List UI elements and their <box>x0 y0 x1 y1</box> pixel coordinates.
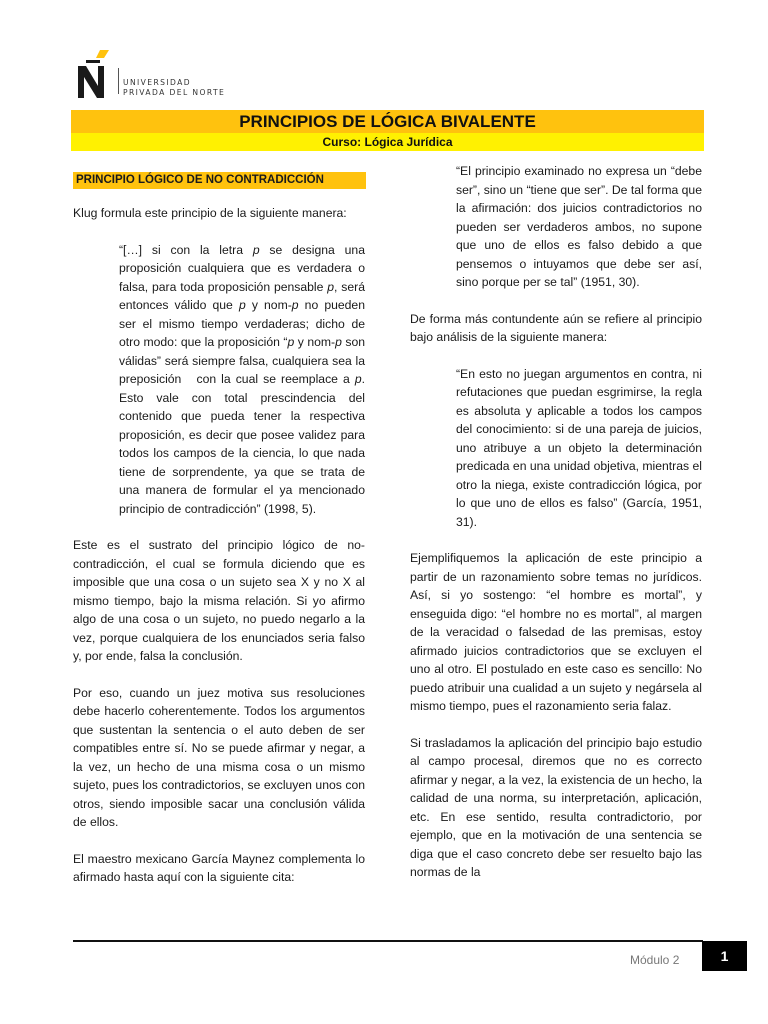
logo-text <box>123 78 225 97</box>
university-logo <box>76 50 246 100</box>
paragraph: Ejemplifiquemos la aplicación de este principio a partir de un razonamiento sobre temas no jurídicos. Así, si yo sostengo: “el hombre es mortal”, y enseguida digo: “el hombre no es mortal”, al margen de la veracidad o falsedad de las premisas, estoy afirmado juicios contradictorios que se excluyen el uno al otro. El postulado en este caso es sencillo: No puedo atribuir una cualidad a un sujeto y negársela al mismo tiempo, pues el razonamiento seria falaz. <box>410 551 702 713</box>
module-label: Módulo 2 <box>630 953 680 967</box>
upn-logo-icon <box>76 50 112 98</box>
paragraph: Klug formula este principio de la siguiente manera: <box>73 206 347 220</box>
paragraph: Si trasladamos la aplicación del principio bajo estudio al campo procesal, diremos que no es correcto afirmar y negar, a la vez, la existencia de un hecho, la calidad de una norma, su interpretación, aplicación, etc. En ese sentido, resulta contradictorio, por ejemplo, que en la motivación de una sentencia se diga que el caso concreto debe ser resuelto bajo las normas de la <box>410 735 702 879</box>
logo-line-2: PRIVADA DEL NORTE <box>123 87 226 97</box>
section-heading: PRINCIPIO LÓGICO DE NO CONTRADICCIÓN <box>73 172 366 189</box>
logo-line-1: UNIVERSIDAD <box>123 78 191 87</box>
logo-separator <box>118 68 119 94</box>
block-quote: “El principio examinado no expresa un “debe ser”, sino un “tiene que ser”. De tal forma que la afirmación: dos juicios contradictorios no pueden ser verdaderos ambos, no supone que uno de ellos es falso debido a que pensemos o intuyamos que debe ser así, sino porque per se tal” (1951, 30). <box>456 164 702 289</box>
page-number: 1 <box>702 941 747 971</box>
paragraph: Este es el sustrato del principio lógico de no-contradicción, el cual se formula diciendo que es imposible que una cosa o un sujeto sea X y no X al mismo tiempo, bajo la misma relación. Si yo afirmo algo de una cosa o un sujeto, no puedo negarlo a la vez, porque cualquiera de los enunciados seria falso y, por ende, falsa la conclusión. <box>73 538 365 663</box>
paragraph: El maestro mexicano García Maynez complementa lo afirmado hasta aquí con la siguiente cita: <box>73 851 365 884</box>
paragraph: Por eso, cuando un juez motiva sus resoluciones debe hacerlo coherentemente. Todos los argumentos que sustentan la sentencia o el auto deben de ser compatibles entre sí. No se puede afirmar y negar, a la vez, un hecho de una misma cosa o un mismo sujeto, pues los contradictorios, se excluyen unos con otros, siendo imposible sacar una conclusión válida de ellos. <box>73 685 365 829</box>
course-name: Curso: Lógica Jurídica <box>322 135 453 149</box>
page-title: PRINCIPIOS DE LÓGICA BIVALENTE <box>239 112 536 131</box>
block-quote: “En esto no juegan argumentos en contra, ni refutaciones que puedan esgrimirse, la regla es absoluta y aplicable a todos los campos del conocimiento: si de una pareja de juicios, uno atribuye a un objeto la determinación predicada en una unidad objetiva, mientras el otro la niega, existe contradicción lógica, por lo que uno de ellos es falso” (García, 1951, 31). <box>456 366 702 529</box>
course-banner <box>71 133 704 151</box>
paragraph: De forma más contundente aún se refiere al principio bajo análisis de la siguiente manera: <box>410 311 702 344</box>
right-column <box>410 162 702 882</box>
block-quote: “[…] si con la letra p se designa una proposición cualquiera que es verdadera o falsa, para toda proposición pensable p, será entonces válido que p y nom-p no pueden ser el mismo tiempo verdaderas; dicho de otro modo: que la proposición “p y nom-p son válidas” será siempre falsa, cualquiera sea la preposición con la cual se reemplace a p. Esto vale con total prescindencia del contenido que pueda tener la respectiva proposición, es decir que posee validez para todos los campos de la ciencia, lo que nada tiene de sorprendente, ya que se trata de una manera de formular el ya mencionado principio de contradicción” (1998, 5). <box>119 242 366 516</box>
left-column <box>73 172 365 905</box>
footer-rule <box>73 940 703 942</box>
title-banner <box>71 110 704 133</box>
